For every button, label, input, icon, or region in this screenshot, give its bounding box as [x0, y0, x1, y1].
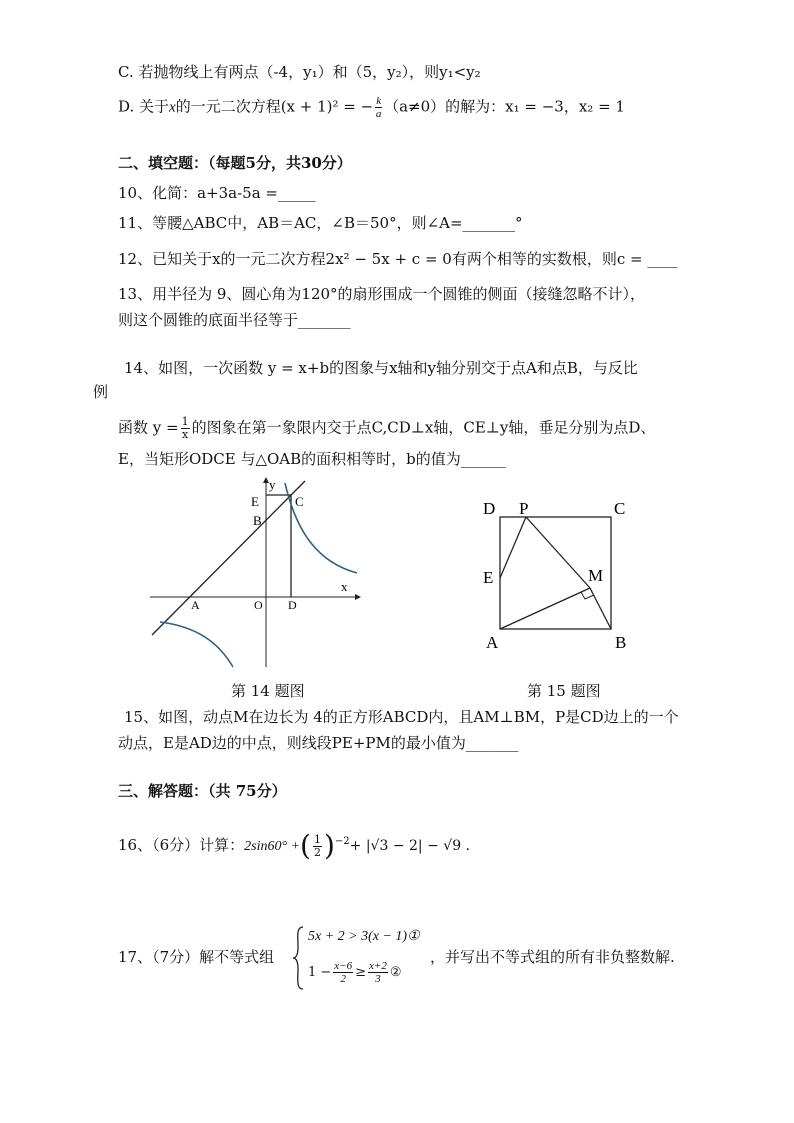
label-o: O — [254, 598, 263, 612]
label-e: E — [483, 568, 494, 587]
option-d — [118, 95, 625, 120]
question-12: 12、已知关于x的一元二次方程2x² − 5x + c = 0有两个相等的实数根，则c = ____ — [118, 250, 678, 268]
question-10: 10、化简：a+3a-5a =_____ — [118, 184, 316, 202]
segment-am — [500, 588, 590, 629]
label-e: E — [251, 494, 259, 509]
q17-inequality-2 — [308, 958, 401, 988]
option-d-prefix: D. 关于 — [118, 97, 170, 116]
x-axis-arrow — [355, 594, 361, 600]
section-3-title: 三、解答题：（共 75分） — [118, 782, 287, 800]
option-d-var: x — [169, 99, 176, 116]
figure-14 — [145, 475, 365, 675]
label-d: D — [288, 598, 297, 612]
q16-frac-den: 2 — [313, 845, 321, 859]
q17-frac-2-den: 3 — [375, 973, 381, 985]
question-11: 11、等腰△ABC中，AB＝AC，∠B＝50°，则∠A=_______° — [118, 214, 523, 232]
question-14-line-1b: 例 — [93, 383, 109, 401]
q14-fraction — [181, 416, 190, 441]
option-d-fraction — [375, 95, 382, 120]
segment-pe — [500, 517, 526, 578]
question-17-suffix: ，并写出不等式组的所有非负整数解. — [430, 948, 675, 966]
q16-power: −2 — [334, 836, 350, 847]
question-17-prefix: 17、（7分）解不等式组 — [118, 948, 275, 966]
question-13-line-2: 则这个圆锥的底面半径等于_______ — [118, 311, 351, 329]
q16-fraction — [313, 834, 322, 859]
label-p: P — [519, 499, 529, 518]
question-16 — [118, 825, 470, 862]
option-d-frac-den: a — [375, 108, 382, 120]
q17-frac-1-den: 2 — [340, 973, 346, 985]
q16-right-paren: ) — [323, 829, 335, 862]
label-b: B — [615, 633, 627, 652]
q14-func-prefix: 函数 y = — [118, 418, 179, 437]
hyperbola-branch-2 — [160, 622, 233, 667]
q17-frac-1-num: x−6 — [334, 960, 353, 972]
q17-mark-2: ② — [389, 965, 402, 980]
figure-14-caption: 第 14 题图 — [231, 682, 305, 700]
q17-frac-2-num: x+2 — [369, 960, 387, 972]
option-d-solution: x₁ = −3，x₂ = 1 — [505, 97, 625, 116]
q14-frac-den: x — [181, 428, 189, 441]
option-d-frac-num: k — [376, 95, 382, 107]
figure-15-caption: 第 15 题图 — [527, 682, 601, 700]
label-x: x — [341, 579, 348, 594]
option-d-equation: 的一元二次方程(x + 1)² = − — [175, 97, 374, 116]
label-a: A — [191, 598, 200, 612]
question-14-line-2 — [118, 416, 655, 441]
q17-frac-2 — [368, 960, 388, 985]
question-14-line-3: E，当矩形ODCE 与△OAB的面积相等时，b的值为______ — [118, 450, 506, 468]
q16-expr-1: 2sin60° + — [244, 839, 301, 854]
q14-frac-num: 1 — [181, 415, 189, 428]
segment-bm — [590, 588, 611, 629]
question-13-line-1: 13、用半径为 9、圆心角为120°的扇形围成一个圆锥的侧面（接缝忽略不计）， — [118, 285, 646, 303]
section-2-title: 二、填空题：（每题5分，共30分） — [118, 154, 352, 172]
label-c: C — [614, 499, 626, 518]
q16-frac-num: 1 — [313, 832, 321, 846]
label-d: D — [483, 499, 496, 518]
q17-ineq2-a: 1 − — [308, 965, 332, 980]
label-m: M — [588, 566, 604, 585]
segment-pm — [526, 517, 590, 588]
q17-frac-1 — [333, 960, 353, 985]
question-14-line-1: 14、如图，一次函数 y = x+b的图象与x轴和y轴分别交于点A和点B，与反比 — [124, 359, 638, 377]
figure-15 — [475, 490, 645, 660]
q14-func-suffix: 的图象在第一象限内交于点C,CD⊥x轴，CE⊥y轴，垂足分别为点D、 — [191, 418, 656, 437]
q17-brace — [291, 925, 305, 991]
label-y: y — [269, 477, 276, 492]
option-c: C. 若抛物线上有两点（-4，y₁）和（5，y₂），则y₁<y₂ — [118, 63, 481, 81]
q16-left-paren: ( — [300, 829, 311, 862]
label-b: B — [253, 513, 262, 528]
q16-expr-2: + |√3 − 2| − √9 . — [349, 838, 470, 854]
option-d-condition: （a≠0）的解为： — [384, 97, 506, 116]
label-c: C — [295, 494, 304, 509]
q17-inequality-1: 5x + 2 > 3(x − 1)① — [308, 929, 420, 944]
linear-function-line — [152, 481, 305, 635]
question-15-line-2: 动点，E是AD边的中点，则线段PE+PM的最小值为_______ — [118, 734, 519, 752]
q17-ge: ≥ — [355, 965, 367, 980]
label-a: A — [486, 633, 499, 652]
q16-prefix: 16、（6分）计算： — [118, 836, 245, 854]
question-15-line-1: 15、如图，动点M在边长为 4的正方形ABCD内，且AM⊥BM，P是CD边上的一个 — [124, 708, 679, 726]
